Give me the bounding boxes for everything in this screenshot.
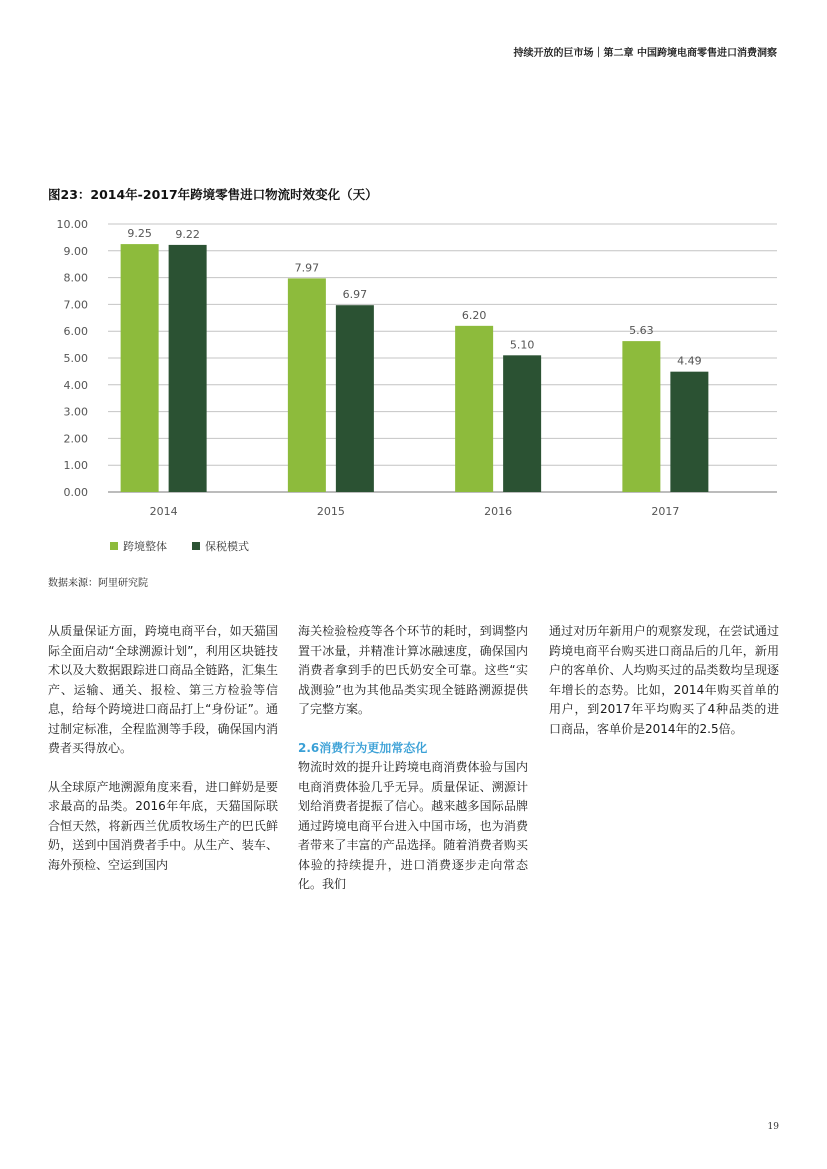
y-tick-label: 6.00 (63, 325, 88, 339)
text-column-3 (549, 622, 779, 758)
figure-source: 数据来源：阿里研究院 (48, 578, 148, 589)
data-label: 9.22 (175, 227, 200, 241)
figure-title: 图23：2014年-2017年跨境零售进口物流时效变化（天） (48, 187, 378, 202)
text-column-2 (298, 622, 528, 914)
data-label: 5.10 (509, 338, 535, 352)
y-tick-label: 0.00 (63, 486, 88, 499)
bar (336, 305, 374, 492)
bar (455, 326, 493, 492)
legend-swatch (110, 542, 118, 550)
y-tick-label: 1.00 (63, 459, 88, 473)
data-label: 4.49 (677, 354, 702, 368)
paragraph: 通过对历年新用户的观察发现，在尝试通过跨境电商平台购买进口商品后的几年，新用户的客单价、人均购买过的品类数均呈现逐年增长的态势。比如，2014年购买首单的用户，到2017年平均购买了4种品类的进口商品，客单价是2014年的2.5倍。 (549, 624, 779, 736)
text-column-1 (48, 622, 278, 894)
bar-chart (0, 205, 827, 570)
y-tick-label: 5.00 (63, 352, 88, 365)
y-tick-label: 7.00 (63, 298, 88, 312)
bar (622, 341, 660, 492)
data-label: 9.25 (127, 227, 152, 241)
y-tick-label: 2.00 (63, 432, 88, 446)
data-label: 6.20 (461, 308, 487, 322)
bar (670, 372, 708, 492)
bar (503, 355, 541, 492)
x-tick-label: 2014 (149, 505, 178, 518)
bar (121, 244, 159, 492)
section-heading: 2.6消费行为更加常态化 (298, 740, 428, 755)
x-tick-label: 2016 (484, 505, 513, 518)
y-tick-label: 8.00 (63, 271, 88, 285)
legend-swatch (192, 542, 200, 550)
y-tick-label: 4.00 (63, 378, 88, 392)
y-tick-label: 3.00 (63, 405, 88, 419)
legend-label: 保税模式 (205, 540, 249, 553)
paragraph: 物流时效的提升让跨境电商消费体验与国内电商消费体验几乎无异。质量保证、溯源计划给消费者提振了信心。越来越多国际品牌通过跨境电商平台进入中国市场，也为消费者带来了丰富的产品选择。随着消费者购买体验的持续提升，进口消费逐步走向常态化。我们 (298, 760, 528, 891)
bar (169, 245, 207, 492)
data-label: 7.97 (294, 261, 320, 275)
running-header: 持续开放的巨市场｜第二章 中国跨境电商零售进口消费洞察 (513, 48, 777, 59)
data-label: 5.63 (629, 324, 654, 338)
y-tick-label: 10.00 (56, 218, 88, 231)
bar (288, 278, 326, 492)
legend-label: 跨境整体 (123, 540, 167, 553)
data-label: 6.97 (342, 288, 368, 302)
page-number: 19 (767, 1122, 779, 1132)
paragraph: 从质量保证方面，跨境电商平台，如天猫国际全面启动“全球溯源计划”，利用区块链技术以及大数据跟踪进口商品全链路，汇集生产、运输、通关、报检、第三方检验等信息，给每个跨境进口商品打上“身份证”。通过制定标准，全程监测等手段，确保国内消费者买得放心。 (48, 624, 278, 755)
paragraph: 海关检验检疫等各个环节的耗时，到调整内置干冰量，并精准计算冰融速度，确保国内消费者拿到手的巴氏奶安全可靠。这些“实战测验”也为其他品类实现全链路溯源提供了完整方案。 (298, 624, 528, 716)
x-tick-label: 2015 (316, 505, 345, 518)
x-tick-label: 2017 (651, 505, 680, 518)
paragraph: 从全球原产地溯源角度来看，进口鲜奶是要求最高的品类。2016年年底，天猫国际联合恒天然，将新西兰优质牧场生产的巴氏鲜奶，送到中国消费者手中。从生产、装车、海外预检、空运到国内 (48, 779, 278, 872)
y-tick-label: 9.00 (63, 244, 88, 258)
